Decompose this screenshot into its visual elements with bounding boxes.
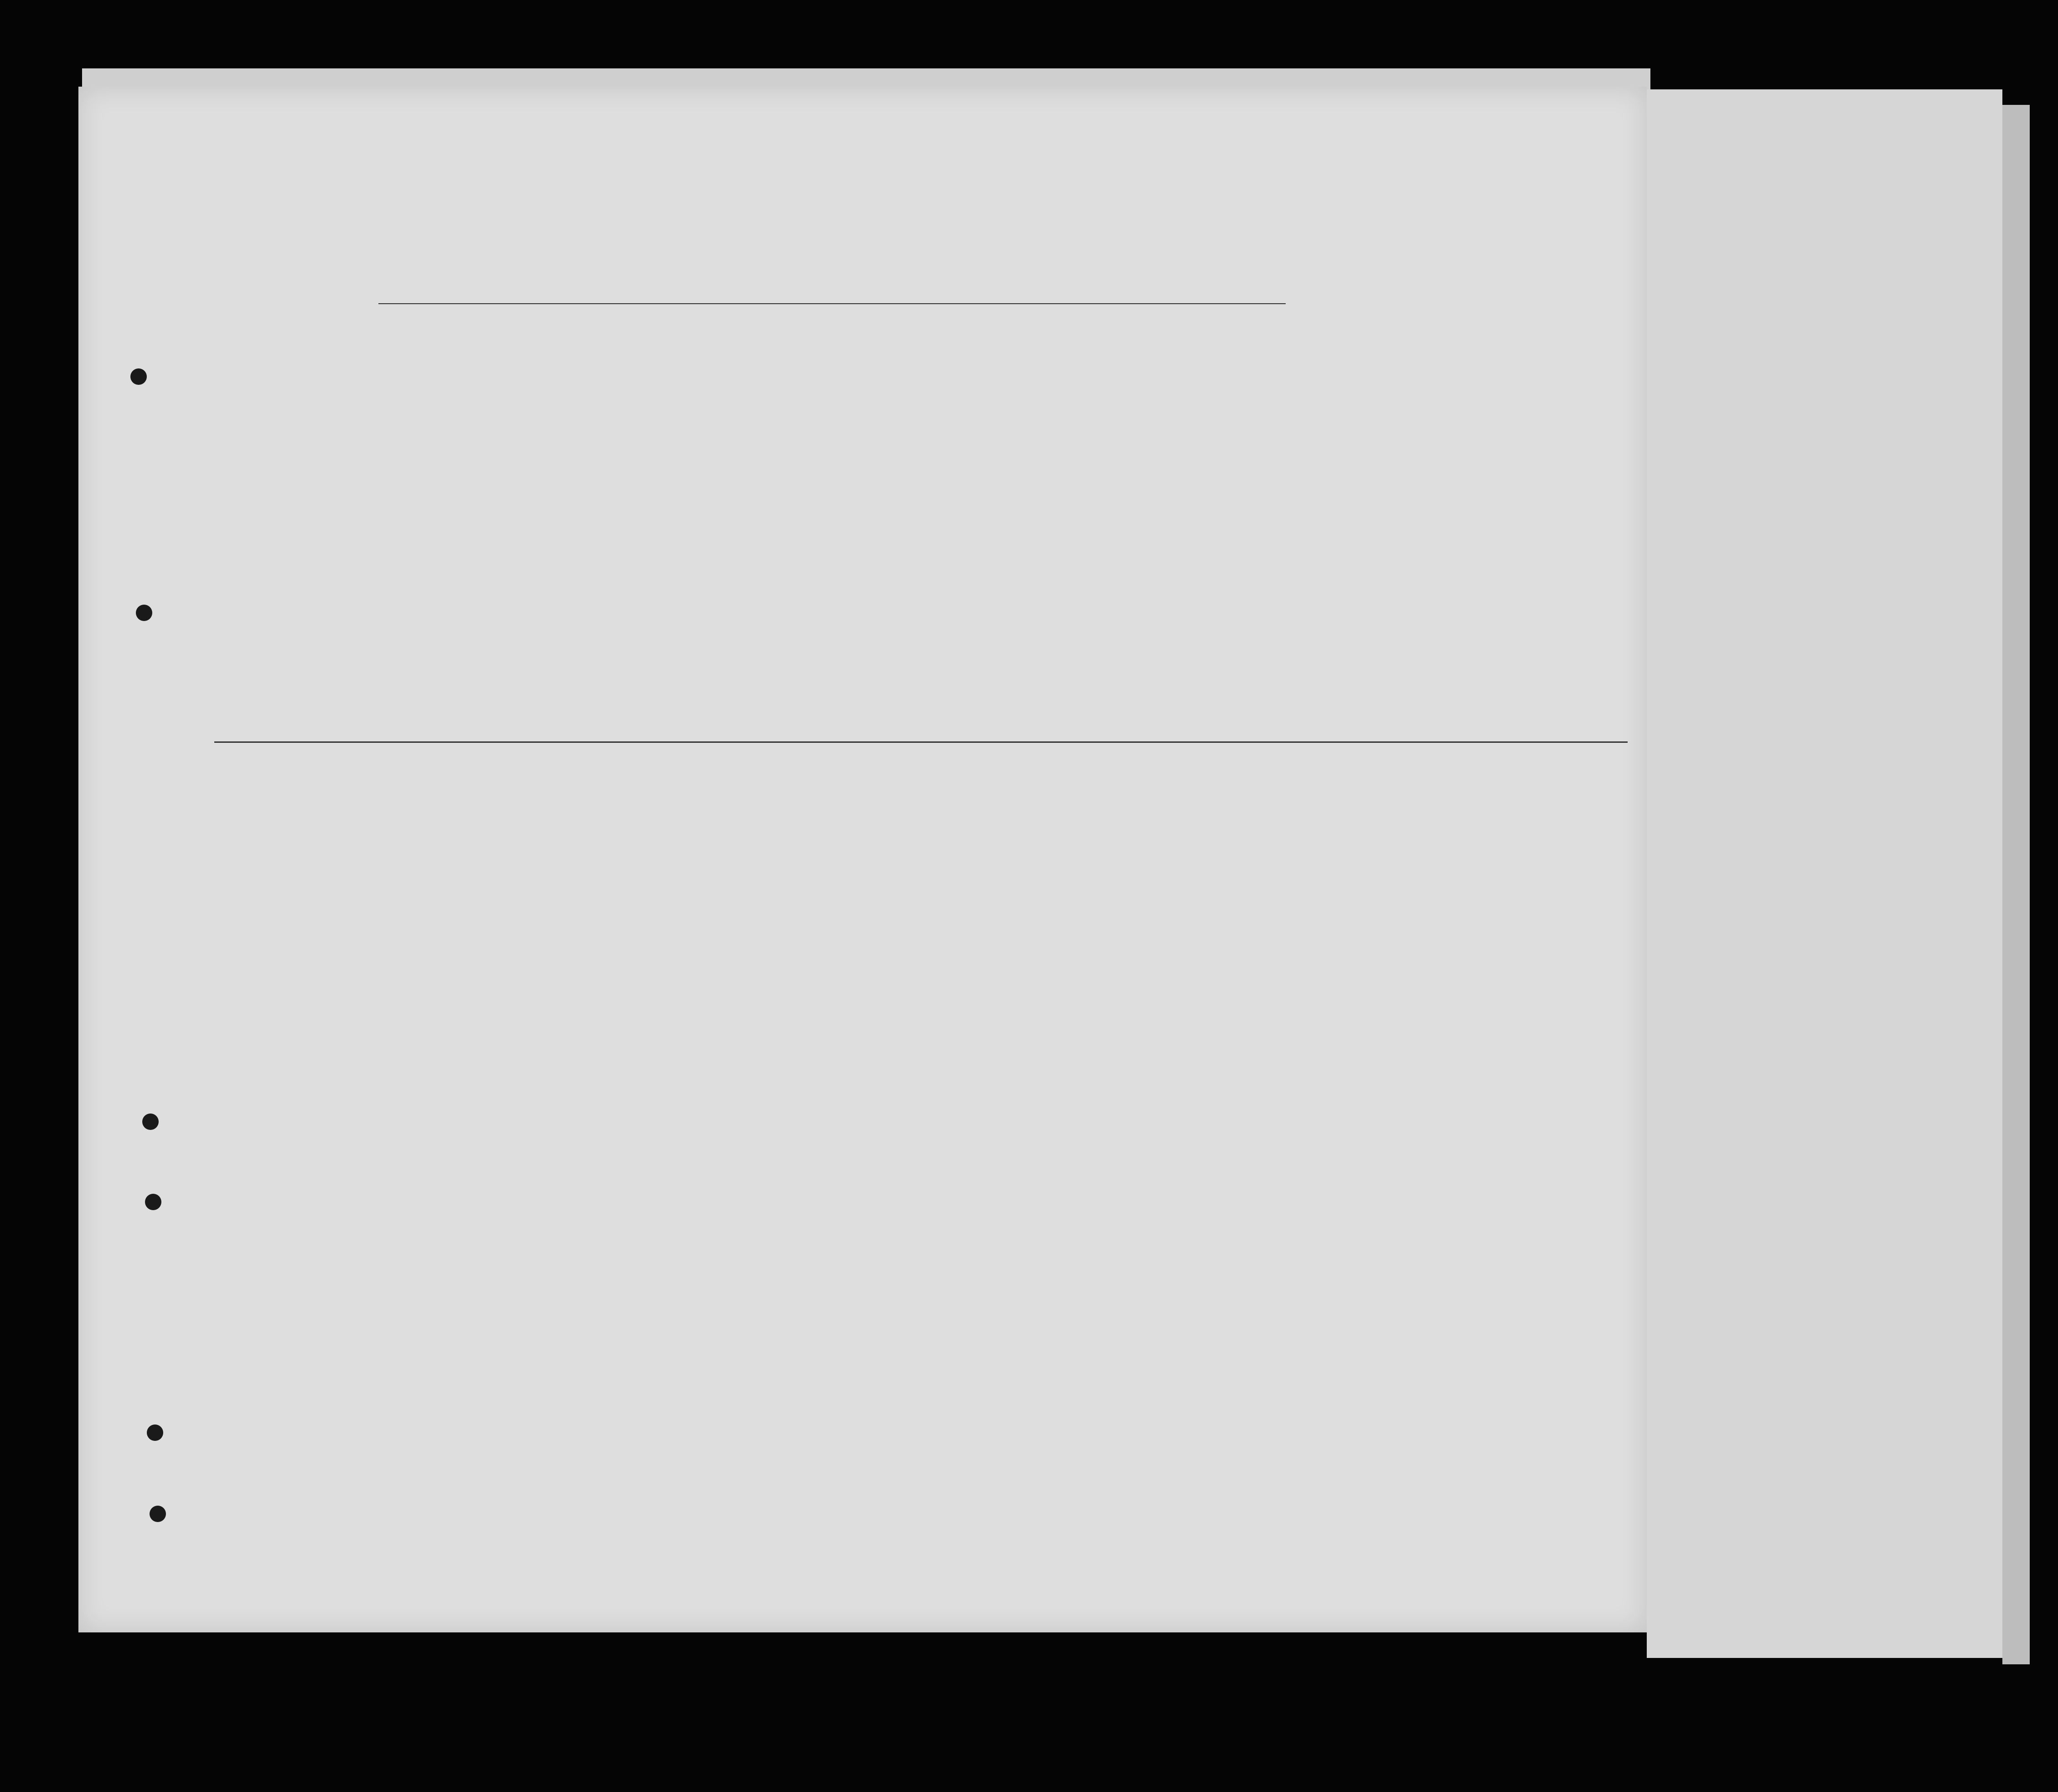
col29-feet	[1170, 438, 1181, 474]
col21-header	[853, 368, 875, 473]
col26-header	[1013, 368, 1040, 473]
col22-header	[886, 368, 897, 473]
right-edge-sheet	[2002, 105, 2030, 1664]
col17-header	[310, 365, 328, 474]
col24-header	[935, 368, 962, 473]
row7-strikethrough	[214, 741, 1628, 743]
binder-hole	[150, 1506, 166, 1522]
col20a-header	[719, 373, 746, 473]
binder-hole	[142, 1114, 159, 1130]
manifest-sheet	[78, 87, 1647, 1632]
col15-header	[187, 369, 203, 470]
arriving-rule	[378, 303, 1286, 304]
binder-hole	[136, 605, 152, 621]
col25-header	[973, 368, 1001, 473]
col23-header	[908, 368, 919, 473]
col20c-header	[821, 373, 846, 473]
binder-hole	[147, 1424, 163, 1441]
right-visa-sheet	[1647, 89, 2002, 1658]
binder-hole	[145, 1194, 161, 1210]
col29-inches	[1192, 429, 1203, 474]
binder-hole	[130, 368, 147, 385]
col20b-header	[766, 373, 784, 473]
